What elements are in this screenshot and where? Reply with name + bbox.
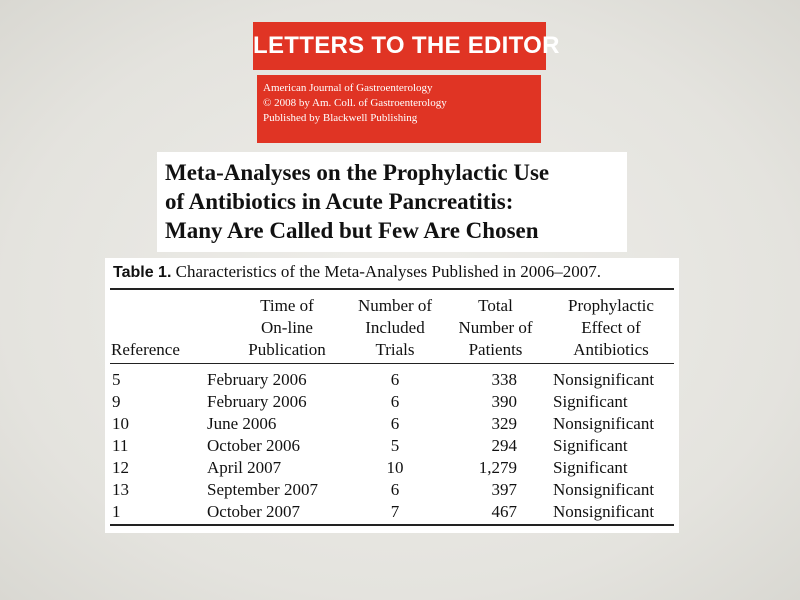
cell-effect: Nonsignificant [553, 480, 655, 499]
cell-trials: 6 [390, 392, 400, 411]
table-panel [105, 258, 679, 533]
header-trials: Number of Included Trials [357, 296, 433, 359]
cell-effect: Significant [553, 392, 628, 411]
header-reference: Reference [111, 340, 180, 359]
cell-patients: 338 [491, 370, 517, 389]
cell-time: April 2007 [207, 458, 282, 477]
cell-reference: 9 [112, 392, 121, 411]
table-bottom-rule [110, 524, 674, 526]
cell-effect: Nonsignificant [553, 502, 655, 521]
cell-trials: 7 [390, 502, 400, 521]
article-title-line: Many Are Called but Few Are Chosen [165, 218, 539, 243]
cell-reference: 5 [112, 370, 121, 389]
cell-trials: 6 [390, 370, 400, 389]
cell-patients: 329 [491, 414, 517, 433]
cell-patients: 397 [491, 480, 517, 499]
cell-reference: 11 [112, 436, 129, 455]
column-reference [112, 369, 129, 523]
column-time [207, 369, 318, 523]
header-patients: Total Number of Patients [458, 296, 533, 359]
table-caption-text: Characteristics of the Meta-Analyses Published in 2006–2007. [175, 262, 602, 281]
header-time: Time of On-line Publication [248, 296, 326, 359]
column-trials [370, 369, 420, 523]
table-header-rule [110, 363, 674, 364]
journal-info-box [257, 75, 541, 143]
cell-time: June 2006 [207, 414, 277, 433]
cell-trials: 6 [390, 414, 400, 433]
article-title-line: of Antibiotics in Acute Pancreatitis: [165, 189, 514, 214]
journal-name: American Journal of Gastroenterology [263, 82, 433, 94]
cell-reference: 12 [112, 458, 129, 477]
section-banner: LETTERS TO THE EDITOR [253, 22, 546, 70]
cell-effect: Significant [553, 436, 628, 455]
column-patients [455, 369, 517, 523]
cell-trials: 5 [390, 436, 400, 455]
cell-reference: 1 [112, 502, 121, 521]
article-title-line: Meta-Analyses on the Prophylactic Use [165, 160, 550, 185]
cell-patients: 294 [491, 436, 517, 455]
cell-time: February 2006 [207, 392, 307, 411]
header-effect: Prophylactic Effect of Antibiotics [568, 296, 654, 359]
cell-effect: Significant [553, 458, 628, 477]
table-caption-label: Table 1. [113, 264, 172, 281]
cell-patients: 467 [491, 502, 517, 521]
cell-time: September 2007 [207, 480, 318, 499]
table-caption [113, 262, 601, 282]
article-title [157, 152, 627, 252]
cell-effect: Nonsignificant [553, 370, 655, 389]
journal-copyright: © 2008 by Am. Coll. of Gastroenterology [263, 97, 447, 109]
cell-time: February 2006 [207, 370, 307, 389]
cell-time: October 2006 [207, 436, 301, 455]
cell-time: October 2007 [207, 502, 301, 521]
cell-trials: 6 [390, 480, 400, 499]
cell-patients: 1,279 [478, 458, 517, 477]
cell-reference: 13 [112, 480, 129, 499]
cell-effect: Nonsignificant [553, 414, 655, 433]
column-effect [553, 369, 654, 523]
cell-trials: 10 [386, 458, 404, 477]
table-top-rule [110, 288, 674, 290]
cell-patients: 390 [491, 392, 517, 411]
cell-reference: 10 [112, 414, 129, 433]
journal-publisher: Published by Blackwell Publishing [263, 112, 418, 124]
